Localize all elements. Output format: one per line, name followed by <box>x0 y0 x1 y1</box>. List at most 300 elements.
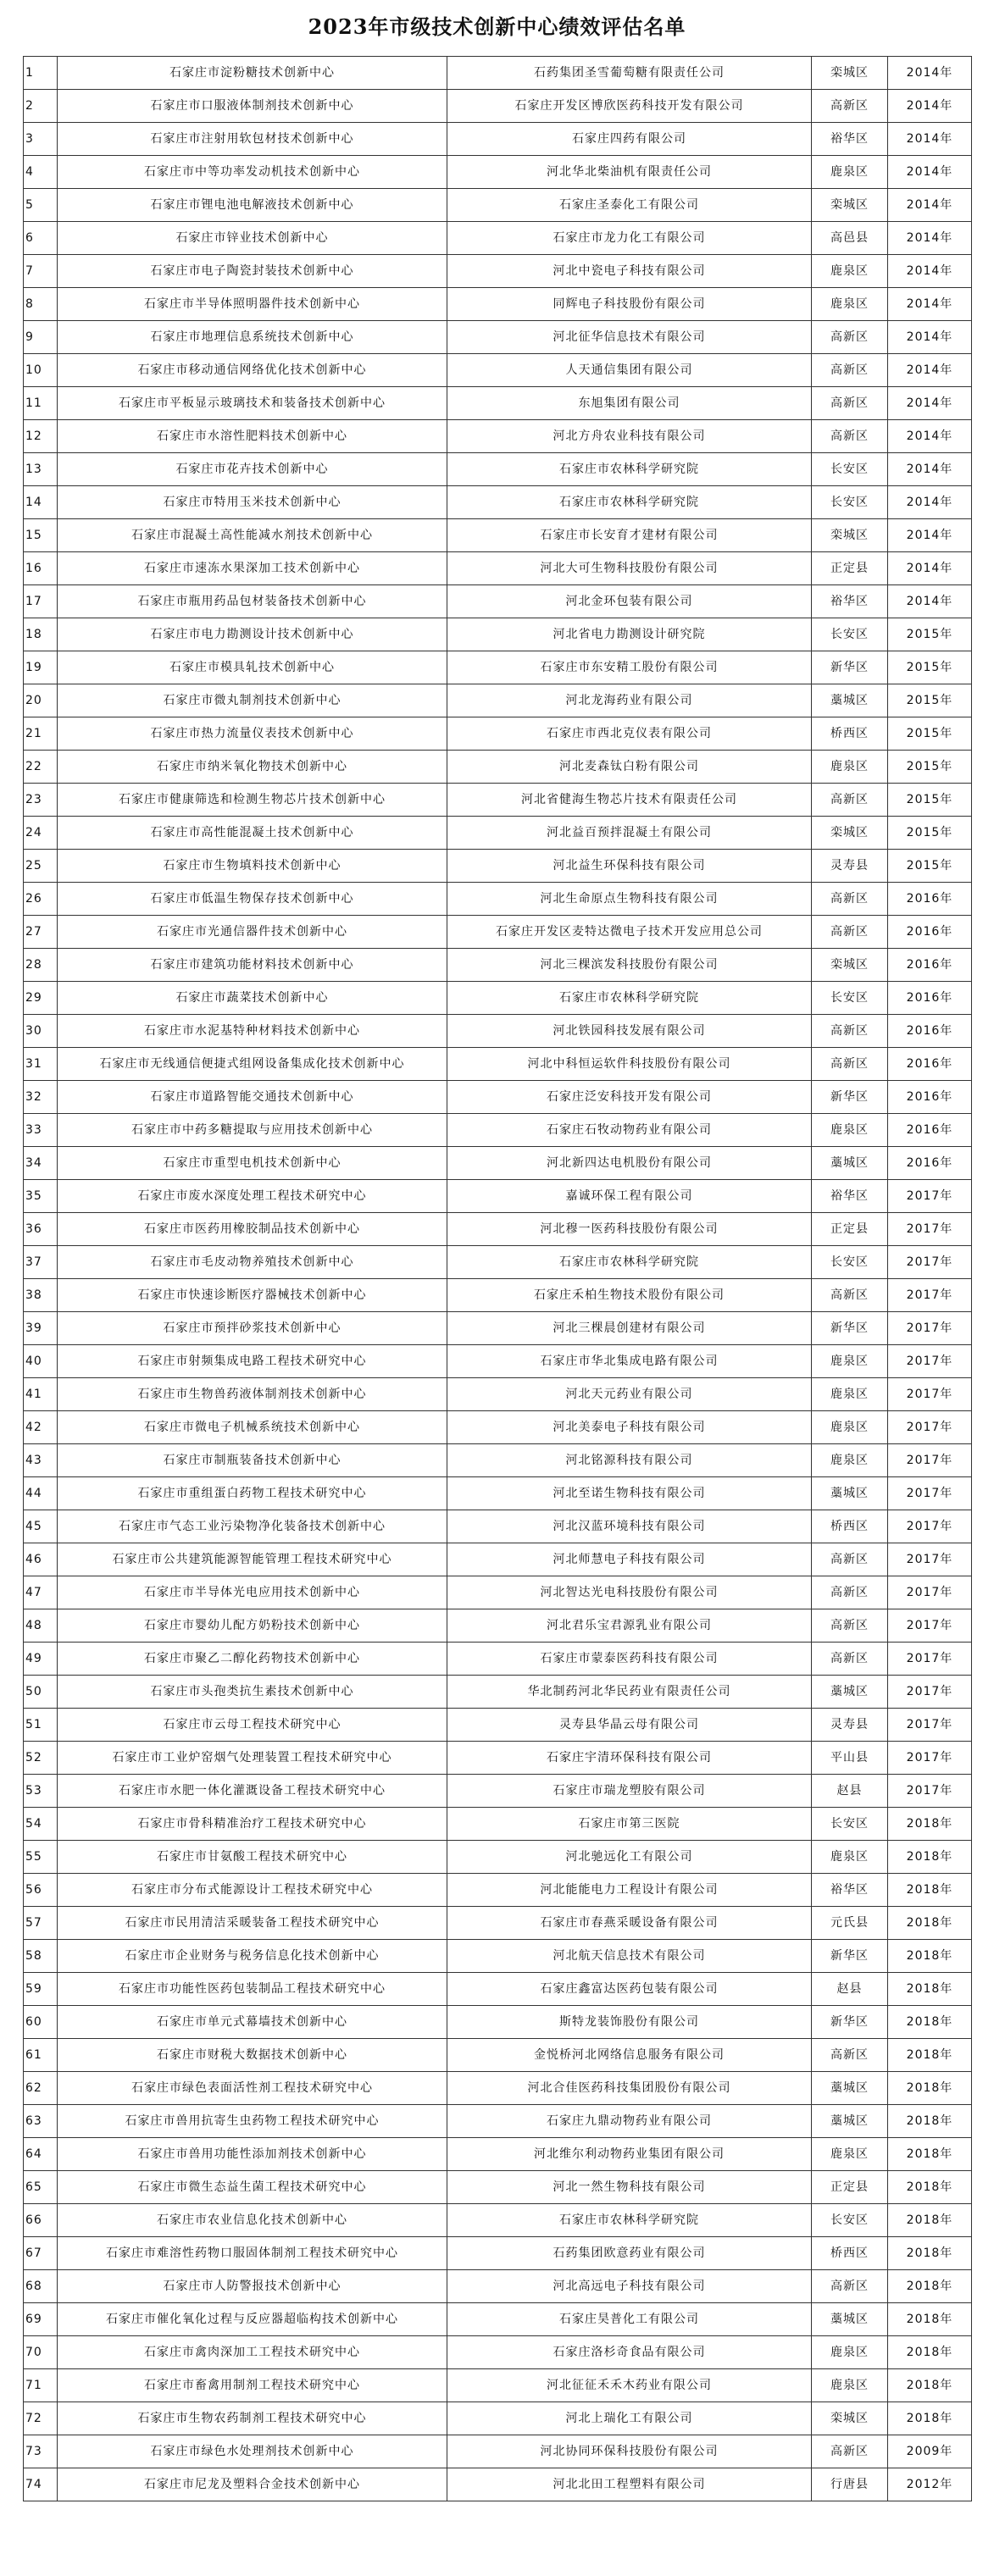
organization-name-cell: 石家庄市农林科学研究院 <box>447 2204 812 2237</box>
row-number-cell: 67 <box>24 2237 58 2270</box>
center-name-cell: 石家庄市淀粉糖技术创新中心 <box>58 57 447 90</box>
table-row <box>24 618 972 651</box>
district-cell: 桥西区 <box>812 717 888 751</box>
district-cell: 鹿泉区 <box>812 156 888 189</box>
row-number-cell: 52 <box>24 1742 58 1775</box>
center-name-cell: 石家庄市花卉技术创新中心 <box>58 453 447 486</box>
center-name-cell: 石家庄市生物农药制剂工程技术研究中心 <box>58 2402 447 2435</box>
organization-name-cell: 石家庄市长安育才建材有限公司 <box>447 519 812 552</box>
table-row <box>24 2468 972 2501</box>
approval-year-cell: 2014年 <box>888 222 972 255</box>
center-name-cell: 石家庄市纳米氧化物技术创新中心 <box>58 751 447 784</box>
row-number-cell: 30 <box>24 1015 58 1048</box>
approval-year-cell: 2018年 <box>888 1940 972 1973</box>
table-row <box>24 552 972 585</box>
center-name-cell: 石家庄市混凝土高性能减水剂技术创新中心 <box>58 519 447 552</box>
row-number-cell: 45 <box>24 1510 58 1543</box>
approval-year-cell: 2018年 <box>888 2105 972 2138</box>
district-cell: 藁城区 <box>812 1676 888 1709</box>
approval-year-cell: 2014年 <box>888 57 972 90</box>
organization-name-cell: 石家庄泛安科技开发有限公司 <box>447 1081 812 1114</box>
row-number-cell: 14 <box>24 486 58 519</box>
organization-name-cell: 河北协同环保科技股份有限公司 <box>447 2435 812 2468</box>
organization-name-cell: 石家庄九鼎动物药业有限公司 <box>447 2105 812 2138</box>
organization-name-cell: 河北北田工程塑料有限公司 <box>447 2468 812 2501</box>
district-cell: 新华区 <box>812 1940 888 1973</box>
organization-name-cell: 河北上瑞化工有限公司 <box>447 2402 812 2435</box>
center-name-cell: 石家庄市地理信息系统技术创新中心 <box>58 321 447 354</box>
table-row <box>24 1345 972 1378</box>
organization-name-cell: 河北麦森钛白粉有限公司 <box>447 751 812 784</box>
organization-name-cell: 石家庄石牧动物药业有限公司 <box>447 1114 812 1147</box>
organization-name-cell: 河北金环包装有限公司 <box>447 585 812 618</box>
district-cell: 藁城区 <box>812 2105 888 2138</box>
approval-year-cell: 2018年 <box>888 1973 972 2006</box>
district-cell: 鹿泉区 <box>812 1444 888 1477</box>
district-cell: 高新区 <box>812 1609 888 1643</box>
district-cell: 鹿泉区 <box>812 2138 888 2171</box>
table-row <box>24 2270 972 2303</box>
row-number-cell: 48 <box>24 1609 58 1643</box>
center-name-cell: 石家庄市民用清洁采暖装备工程技术研究中心 <box>58 1907 447 1940</box>
row-number-cell: 2 <box>24 90 58 123</box>
row-number-cell: 65 <box>24 2171 58 2204</box>
approval-year-cell: 2017年 <box>888 1444 972 1477</box>
district-cell: 新华区 <box>812 1312 888 1345</box>
row-number-cell: 7 <box>24 255 58 288</box>
table-row <box>24 387 972 420</box>
table-row <box>24 982 972 1015</box>
organization-name-cell: 河北中科恒运软件科技股份有限公司 <box>447 1048 812 1081</box>
center-name-cell: 石家庄市甘氨酸工程技术研究中心 <box>58 1841 447 1874</box>
table-row <box>24 817 972 850</box>
table-row <box>24 883 972 916</box>
organization-name-cell: 河北维尔利动物药业集团有限公司 <box>447 2138 812 2171</box>
table-row <box>24 2039 972 2072</box>
table-row <box>24 1973 972 2006</box>
row-number-cell: 38 <box>24 1279 58 1312</box>
table-row <box>24 1246 972 1279</box>
table-row <box>24 1643 972 1676</box>
approval-year-cell: 2012年 <box>888 2468 972 2501</box>
table-row <box>24 1510 972 1543</box>
table-row <box>24 850 972 883</box>
row-number-cell: 41 <box>24 1378 58 1411</box>
approval-year-cell: 2009年 <box>888 2435 972 2468</box>
district-cell: 高新区 <box>812 916 888 949</box>
approval-year-cell: 2018年 <box>888 2204 972 2237</box>
district-cell: 长安区 <box>812 1246 888 1279</box>
district-cell: 长安区 <box>812 618 888 651</box>
table-row <box>24 321 972 354</box>
approval-year-cell: 2014年 <box>888 288 972 321</box>
approval-year-cell: 2017年 <box>888 1312 972 1345</box>
table-row <box>24 751 972 784</box>
organization-name-cell: 河北方舟农业科技有限公司 <box>447 420 812 453</box>
table-row <box>24 2402 972 2435</box>
district-cell: 裕华区 <box>812 123 888 156</box>
center-name-cell: 石家庄市兽用功能性添加剂技术创新中心 <box>58 2138 447 2171</box>
table-row <box>24 486 972 519</box>
row-number-cell: 3 <box>24 123 58 156</box>
district-cell: 栾城区 <box>812 949 888 982</box>
row-number-cell: 58 <box>24 1940 58 1973</box>
district-cell: 鹿泉区 <box>812 1411 888 1444</box>
district-cell: 鹿泉区 <box>812 2369 888 2402</box>
row-number-cell: 74 <box>24 2468 58 2501</box>
organization-name-cell: 河北三棵滨发科技股份有限公司 <box>447 949 812 982</box>
organization-name-cell: 石家庄禾柏生物技术股份有限公司 <box>447 1279 812 1312</box>
row-number-cell: 25 <box>24 850 58 883</box>
district-cell: 桥西区 <box>812 1510 888 1543</box>
district-cell: 高新区 <box>812 1048 888 1081</box>
row-number-cell: 16 <box>24 552 58 585</box>
center-name-cell: 石家庄市生物填料技术创新中心 <box>58 850 447 883</box>
organization-name-cell: 石家庄圣泰化工有限公司 <box>447 189 812 222</box>
center-name-cell: 石家庄市锂电池电解液技术创新中心 <box>58 189 447 222</box>
district-cell: 高新区 <box>812 784 888 817</box>
approval-year-cell: 2017年 <box>888 1543 972 1576</box>
district-cell: 鹿泉区 <box>812 1345 888 1378</box>
table-row <box>24 1444 972 1477</box>
organization-name-cell: 河北生命原点生物科技有限公司 <box>447 883 812 916</box>
row-number-cell: 68 <box>24 2270 58 2303</box>
row-number-cell: 17 <box>24 585 58 618</box>
district-cell: 长安区 <box>812 453 888 486</box>
center-name-cell: 石家庄市头孢类抗生素技术创新中心 <box>58 1676 447 1709</box>
district-cell: 高新区 <box>812 1643 888 1676</box>
row-number-cell: 62 <box>24 2072 58 2105</box>
organization-name-cell: 石家庄市农林科学研究院 <box>447 982 812 1015</box>
table-row <box>24 585 972 618</box>
center-name-cell: 石家庄市工业炉窑烟气处理装置工程技术研究中心 <box>58 1742 447 1775</box>
approval-year-cell: 2017年 <box>888 1576 972 1609</box>
row-number-cell: 51 <box>24 1709 58 1742</box>
organization-name-cell: 河北师慧电子科技有限公司 <box>447 1543 812 1576</box>
district-cell: 裕华区 <box>812 1180 888 1213</box>
district-cell: 藁城区 <box>812 684 888 717</box>
center-name-cell: 石家庄市公共建筑能源智能管理工程技术研究中心 <box>58 1543 447 1576</box>
approval-year-cell: 2017年 <box>888 1378 972 1411</box>
organization-name-cell: 河北能能电力工程设计有限公司 <box>447 1874 812 1907</box>
row-number-cell: 57 <box>24 1907 58 1940</box>
row-number-cell: 59 <box>24 1973 58 2006</box>
district-cell: 鹿泉区 <box>812 1378 888 1411</box>
approval-year-cell: 2014年 <box>888 123 972 156</box>
approval-year-cell: 2016年 <box>888 1147 972 1180</box>
approval-year-cell: 2016年 <box>888 1015 972 1048</box>
table-body <box>24 57 972 2501</box>
center-name-cell: 石家庄市中药多糖提取与应用技术创新中心 <box>58 1114 447 1147</box>
row-number-cell: 40 <box>24 1345 58 1378</box>
approval-year-cell: 2018年 <box>888 1874 972 1907</box>
approval-year-cell: 2018年 <box>888 2006 972 2039</box>
district-cell: 长安区 <box>812 982 888 1015</box>
district-cell: 长安区 <box>812 1808 888 1841</box>
row-number-cell: 1 <box>24 57 58 90</box>
district-cell: 藁城区 <box>812 1477 888 1510</box>
organization-name-cell: 河北君乐宝君源乳业有限公司 <box>447 1609 812 1643</box>
approval-year-cell: 2018年 <box>888 2270 972 2303</box>
center-name-cell: 石家庄市预拌砂浆技术创新中心 <box>58 1312 447 1345</box>
approval-year-cell: 2017年 <box>888 1609 972 1643</box>
center-name-cell: 石家庄市分布式能源设计工程技术研究中心 <box>58 1874 447 1907</box>
district-cell: 赵县 <box>812 1973 888 2006</box>
row-number-cell: 12 <box>24 420 58 453</box>
center-name-cell: 石家庄市单元式幕墙技术创新中心 <box>58 2006 447 2039</box>
center-name-cell: 石家庄市难溶性药物口服固体制剂工程技术研究中心 <box>58 2237 447 2270</box>
approval-year-cell: 2018年 <box>888 2171 972 2204</box>
approval-year-cell: 2017年 <box>888 1477 972 1510</box>
organization-name-cell: 石家庄四药有限公司 <box>447 123 812 156</box>
table-row <box>24 1709 972 1742</box>
table-row <box>24 1907 972 1940</box>
table-row <box>24 354 972 387</box>
district-cell: 栾城区 <box>812 519 888 552</box>
organization-name-cell: 河北天元药业有限公司 <box>447 1378 812 1411</box>
organization-name-cell: 石家庄开发区麦特达微电子技术开发应用总公司 <box>447 916 812 949</box>
approval-year-cell: 2017年 <box>888 1775 972 1808</box>
table-row <box>24 1543 972 1576</box>
approval-year-cell: 2018年 <box>888 2336 972 2369</box>
organization-name-cell: 人天通信集团有限公司 <box>447 354 812 387</box>
district-cell: 新华区 <box>812 1081 888 1114</box>
center-name-cell: 石家庄市气态工业污染物净化装备技术创新中心 <box>58 1510 447 1543</box>
table-row <box>24 1676 972 1709</box>
organization-name-cell: 河北益生环保科技有限公司 <box>447 850 812 883</box>
table-row <box>24 2237 972 2270</box>
table-row <box>24 1841 972 1874</box>
table-row <box>24 255 972 288</box>
approval-year-cell: 2015年 <box>888 651 972 684</box>
organization-name-cell: 河北龙海药业有限公司 <box>447 684 812 717</box>
row-number-cell: 55 <box>24 1841 58 1874</box>
approval-year-cell: 2014年 <box>888 189 972 222</box>
center-name-cell: 石家庄市特用玉米技术创新中心 <box>58 486 447 519</box>
organization-name-cell: 河北合佳医药科技集团股份有限公司 <box>447 2072 812 2105</box>
organization-name-cell: 河北汉蓝环境科技有限公司 <box>447 1510 812 1543</box>
table-row <box>24 2105 972 2138</box>
district-cell: 赵县 <box>812 1775 888 1808</box>
table-row <box>24 1609 972 1643</box>
approval-year-cell: 2017年 <box>888 1510 972 1543</box>
center-name-cell: 石家庄市兽用抗寄生虫药物工程技术研究中心 <box>58 2105 447 2138</box>
table-row <box>24 453 972 486</box>
approval-year-cell: 2015年 <box>888 717 972 751</box>
organization-name-cell: 石家庄开发区博欣医药科技开发有限公司 <box>447 90 812 123</box>
organization-name-cell: 石家庄市华北集成电路有限公司 <box>447 1345 812 1378</box>
approval-year-cell: 2014年 <box>888 354 972 387</box>
row-number-cell: 53 <box>24 1775 58 1808</box>
approval-year-cell: 2017年 <box>888 1676 972 1709</box>
table-row <box>24 2303 972 2336</box>
organization-name-cell: 东旭集团有限公司 <box>447 387 812 420</box>
district-cell: 裕华区 <box>812 1874 888 1907</box>
row-number-cell: 61 <box>24 2039 58 2072</box>
table-row <box>24 916 972 949</box>
row-number-cell: 19 <box>24 651 58 684</box>
district-cell: 平山县 <box>812 1742 888 1775</box>
organization-name-cell: 石家庄市蒙泰医药科技有限公司 <box>447 1643 812 1676</box>
center-name-cell: 石家庄市绿色水处理剂技术创新中心 <box>58 2435 447 2468</box>
district-cell: 高新区 <box>812 2435 888 2468</box>
center-name-cell: 石家庄市水肥一体化灌溉设备工程技术研究中心 <box>58 1775 447 1808</box>
approval-year-cell: 2015年 <box>888 817 972 850</box>
row-number-cell: 5 <box>24 189 58 222</box>
center-name-cell: 石家庄市禽肉深加工工程技术研究中心 <box>58 2336 447 2369</box>
center-name-cell: 石家庄市人防警报技术创新中心 <box>58 2270 447 2303</box>
organization-name-cell: 石家庄鑫富达医药包装有限公司 <box>447 1973 812 2006</box>
center-name-cell: 石家庄市电力勘测设计技术创新中心 <box>58 618 447 651</box>
evaluation-table <box>23 56 972 2501</box>
district-cell: 藁城区 <box>812 2072 888 2105</box>
approval-year-cell: 2014年 <box>888 420 972 453</box>
district-cell: 新华区 <box>812 651 888 684</box>
table-row <box>24 2006 972 2039</box>
center-name-cell: 石家庄市半导体光电应用技术创新中心 <box>58 1576 447 1609</box>
row-number-cell: 4 <box>24 156 58 189</box>
approval-year-cell: 2017年 <box>888 1709 972 1742</box>
organization-name-cell: 同辉电子科技股份有限公司 <box>447 288 812 321</box>
approval-year-cell: 2016年 <box>888 916 972 949</box>
organization-name-cell: 河北至诺生物科技有限公司 <box>447 1477 812 1510</box>
district-cell: 高新区 <box>812 354 888 387</box>
district-cell: 藁城区 <box>812 2303 888 2336</box>
organization-name-cell: 石家庄市瑞龙塑胶有限公司 <box>447 1775 812 1808</box>
organization-name-cell: 河北美泰电子科技有限公司 <box>447 1411 812 1444</box>
approval-year-cell: 2017年 <box>888 1411 972 1444</box>
organization-name-cell: 河北征征禾禾木药业有限公司 <box>447 2369 812 2402</box>
organization-name-cell: 石家庄市农林科学研究院 <box>447 486 812 519</box>
district-cell: 灵寿县 <box>812 850 888 883</box>
table-row <box>24 189 972 222</box>
district-cell: 栾城区 <box>812 57 888 90</box>
center-name-cell: 石家庄市生物兽药液体制剂技术创新中心 <box>58 1378 447 1411</box>
approval-year-cell: 2018年 <box>888 2039 972 2072</box>
center-name-cell: 石家庄市模具轧技术创新中心 <box>58 651 447 684</box>
approval-year-cell: 2018年 <box>888 1907 972 1940</box>
table-row <box>24 2435 972 2468</box>
district-cell: 鹿泉区 <box>812 255 888 288</box>
row-number-cell: 8 <box>24 288 58 321</box>
row-number-cell: 72 <box>24 2402 58 2435</box>
organization-name-cell: 石家庄市龙力化工有限公司 <box>447 222 812 255</box>
table-row <box>24 1576 972 1609</box>
row-number-cell: 15 <box>24 519 58 552</box>
table-row <box>24 2171 972 2204</box>
center-name-cell: 石家庄市半导体照明器件技术创新中心 <box>58 288 447 321</box>
row-number-cell: 43 <box>24 1444 58 1477</box>
table-row <box>24 1378 972 1411</box>
district-cell: 栾城区 <box>812 2402 888 2435</box>
approval-year-cell: 2014年 <box>888 486 972 519</box>
table-row <box>24 90 972 123</box>
center-name-cell: 石家庄市聚乙二醇化药物技术创新中心 <box>58 1643 447 1676</box>
approval-year-cell: 2016年 <box>888 1114 972 1147</box>
approval-year-cell: 2015年 <box>888 784 972 817</box>
table-row <box>24 1048 972 1081</box>
organization-name-cell: 河北征华信息技术有限公司 <box>447 321 812 354</box>
approval-year-cell: 2014年 <box>888 255 972 288</box>
approval-year-cell: 2017年 <box>888 1742 972 1775</box>
organization-name-cell: 河北驰远化工有限公司 <box>447 1841 812 1874</box>
table-row <box>24 1775 972 1808</box>
row-number-cell: 71 <box>24 2369 58 2402</box>
center-name-cell: 石家庄市健康筛选和检测生物芯片技术创新中心 <box>58 784 447 817</box>
center-name-cell: 石家庄市水溶性肥料技术创新中心 <box>58 420 447 453</box>
approval-year-cell: 2017年 <box>888 1246 972 1279</box>
table-row <box>24 2138 972 2171</box>
district-cell: 长安区 <box>812 2204 888 2237</box>
table-row <box>24 222 972 255</box>
district-cell: 高新区 <box>812 1576 888 1609</box>
organization-name-cell: 石家庄市第三医院 <box>447 1808 812 1841</box>
center-name-cell: 石家庄市云母工程技术研究中心 <box>58 1709 447 1742</box>
center-name-cell: 石家庄市畜禽用制剂工程技术研究中心 <box>58 2369 447 2402</box>
district-cell: 行唐县 <box>812 2468 888 2501</box>
approval-year-cell: 2015年 <box>888 684 972 717</box>
center-name-cell: 石家庄市绿色表面活性剂工程技术研究中心 <box>58 2072 447 2105</box>
district-cell: 高新区 <box>812 2039 888 2072</box>
center-name-cell: 石家庄市热力流量仪表技术创新中心 <box>58 717 447 751</box>
row-number-cell: 70 <box>24 2336 58 2369</box>
center-name-cell: 石家庄市微丸制剂技术创新中心 <box>58 684 447 717</box>
row-number-cell: 6 <box>24 222 58 255</box>
organization-name-cell: 石家庄市西北克仪表有限公司 <box>447 717 812 751</box>
approval-year-cell: 2014年 <box>888 321 972 354</box>
table-row <box>24 288 972 321</box>
row-number-cell: 56 <box>24 1874 58 1907</box>
district-cell: 高新区 <box>812 1015 888 1048</box>
row-number-cell: 37 <box>24 1246 58 1279</box>
center-name-cell: 石家庄市瓶用药品包材装备技术创新中心 <box>58 585 447 618</box>
center-name-cell: 石家庄市平板显示玻璃技术和装备技术创新中心 <box>58 387 447 420</box>
table-row <box>24 1213 972 1246</box>
district-cell: 正定县 <box>812 2171 888 2204</box>
center-name-cell: 石家庄市蔬菜技术创新中心 <box>58 982 447 1015</box>
organization-name-cell: 河北智达光电科技股份有限公司 <box>447 1576 812 1609</box>
center-name-cell: 石家庄市毛皮动物养殖技术创新中心 <box>58 1246 447 1279</box>
row-number-cell: 29 <box>24 982 58 1015</box>
district-cell: 高新区 <box>812 387 888 420</box>
row-number-cell: 47 <box>24 1576 58 1609</box>
center-name-cell: 石家庄市口服液体制剂技术创新中心 <box>58 90 447 123</box>
center-name-cell: 石家庄市低温生物保存技术创新中心 <box>58 883 447 916</box>
district-cell: 高新区 <box>812 883 888 916</box>
table-row <box>24 1114 972 1147</box>
center-name-cell: 石家庄市企业财务与税务信息化技术创新中心 <box>58 1940 447 1973</box>
row-number-cell: 64 <box>24 2138 58 2171</box>
table-row <box>24 1279 972 1312</box>
district-cell: 栾城区 <box>812 189 888 222</box>
center-name-cell: 石家庄市速冻水果深加工技术创新中心 <box>58 552 447 585</box>
organization-name-cell: 石家庄市春燕采暖设备有限公司 <box>447 1907 812 1940</box>
row-number-cell: 36 <box>24 1213 58 1246</box>
approval-year-cell: 2015年 <box>888 751 972 784</box>
table-row <box>24 2204 972 2237</box>
center-name-cell: 石家庄市重组蛋白药物工程技术研究中心 <box>58 1477 447 1510</box>
approval-year-cell: 2018年 <box>888 1841 972 1874</box>
district-cell: 高新区 <box>812 2270 888 2303</box>
row-number-cell: 49 <box>24 1643 58 1676</box>
center-name-cell: 石家庄市快速诊断医疗器械技术创新中心 <box>58 1279 447 1312</box>
organization-name-cell: 河北省电力勘测设计研究院 <box>447 618 812 651</box>
approval-year-cell: 2017年 <box>888 1643 972 1676</box>
district-cell: 高新区 <box>812 420 888 453</box>
center-name-cell: 石家庄市水泥基特种材料技术创新中心 <box>58 1015 447 1048</box>
organization-name-cell: 石家庄市农林科学研究院 <box>447 453 812 486</box>
district-cell: 裕华区 <box>812 585 888 618</box>
